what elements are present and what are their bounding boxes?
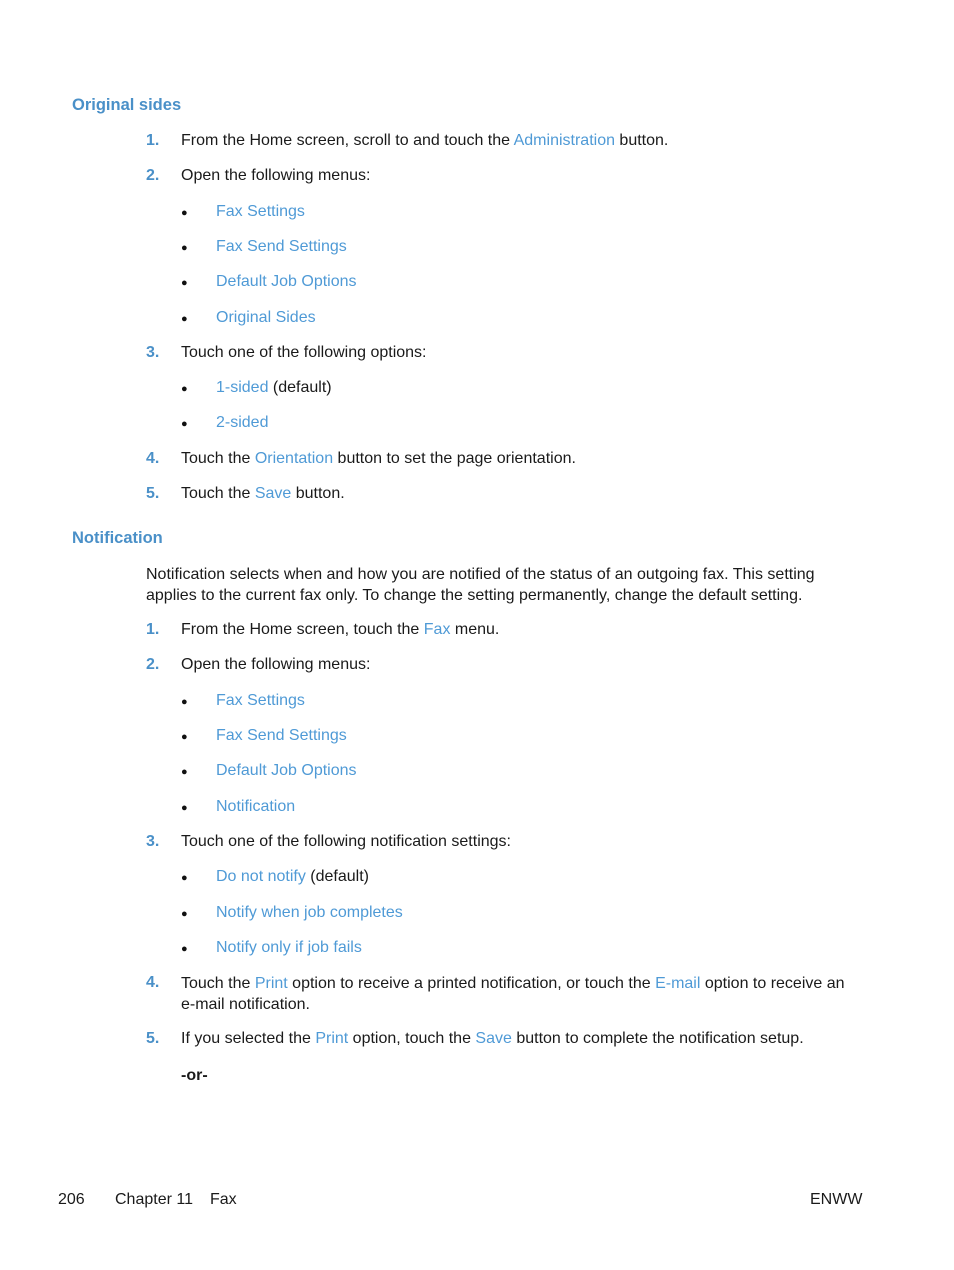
bullet-icon: ● [181, 696, 188, 708]
step-number: 1. [146, 132, 160, 149]
ui-term: Save [254, 485, 292, 502]
chapter-label: Chapter 11 [115, 1191, 193, 1208]
intro-paragraph: Notification selects when and how you are notified of the status of an outgoing fax. This setting applies to the current fax only. To change the setting permanently, change the default setting. [146, 566, 815, 604]
step-number: 5. [146, 485, 160, 502]
bullet-icon: ● [181, 207, 188, 219]
menu-item: Fax Send Settings [216, 238, 347, 255]
menu-item: Notification [216, 798, 296, 815]
menu-item: Fax Settings [216, 203, 305, 220]
locale-code: ENWW [810, 1191, 863, 1208]
option-item: Do not notify (default) [216, 868, 369, 885]
section-heading-original-sides: Original sides [72, 96, 182, 114]
ui-term: Fax [423, 621, 451, 638]
step-text: From the Home screen, touch the Fax menu. [181, 621, 500, 638]
step-text: Touch the Save button. [181, 485, 345, 502]
bullet-icon: ● [181, 383, 188, 395]
step-text: Touch one of the following notification settings: [181, 833, 511, 850]
step-number: 2. [146, 656, 160, 673]
option-item: 2-sided [216, 414, 269, 431]
bullet-icon: ● [181, 277, 188, 289]
step-number: 1. [146, 621, 160, 638]
menu-item: Fax Send Settings [216, 727, 347, 744]
ui-term: Print [315, 1030, 349, 1047]
step-text: From the Home screen, scroll to and touch the Administration button. [181, 132, 669, 149]
menu-item: Fax Settings [216, 692, 305, 709]
option-item: Notify only if job fails [216, 939, 362, 956]
bullet-icon: ● [181, 766, 188, 778]
ui-term: Save [475, 1030, 512, 1047]
section-heading-notification: Notification [72, 529, 163, 547]
ui-term: Print [254, 975, 288, 992]
bullet-icon: ● [181, 908, 188, 920]
bullet-icon: ● [181, 802, 188, 814]
page-number: 206 [58, 1191, 85, 1208]
step-text: Open the following menus: [181, 167, 371, 184]
step-number: 5. [146, 1030, 160, 1047]
ui-term: E-mail [655, 975, 701, 992]
step-text: Touch the Orientation button to set the page orientation. [181, 450, 576, 467]
step-number: 3. [146, 344, 160, 361]
step-number: 3. [146, 833, 160, 850]
bullet-icon: ● [181, 872, 188, 884]
bullet-icon: ● [181, 313, 188, 325]
menu-item: Original Sides [216, 309, 316, 326]
step-number: 4. [146, 974, 160, 991]
step-text: Touch the Print option to receive a printed notification, or touch the E-mail option to receive an e-mail notification. [181, 975, 845, 1013]
step-number: 2. [146, 167, 160, 184]
bullet-icon: ● [181, 242, 188, 254]
step-number: 4. [146, 450, 160, 467]
step-text: If you selected the Print option, touch the Save button to complete the notification setup. [181, 1030, 804, 1047]
step-text: Touch one of the following options: [181, 344, 427, 361]
bullet-icon: ● [181, 731, 188, 743]
or-separator: -or- [181, 1067, 208, 1084]
bullet-icon: ● [181, 418, 188, 430]
chapter-title: Fax [210, 1191, 237, 1208]
ui-term: Orientation [254, 450, 334, 467]
ui-term: Administration [513, 132, 615, 149]
option-item: 1-sided (default) [216, 379, 332, 396]
step-text: Open the following menus: [181, 656, 371, 673]
bullet-icon: ● [181, 943, 188, 955]
option-item: Notify when job completes [216, 904, 403, 921]
menu-item: Default Job Options [216, 273, 357, 290]
menu-item: Default Job Options [216, 762, 357, 779]
